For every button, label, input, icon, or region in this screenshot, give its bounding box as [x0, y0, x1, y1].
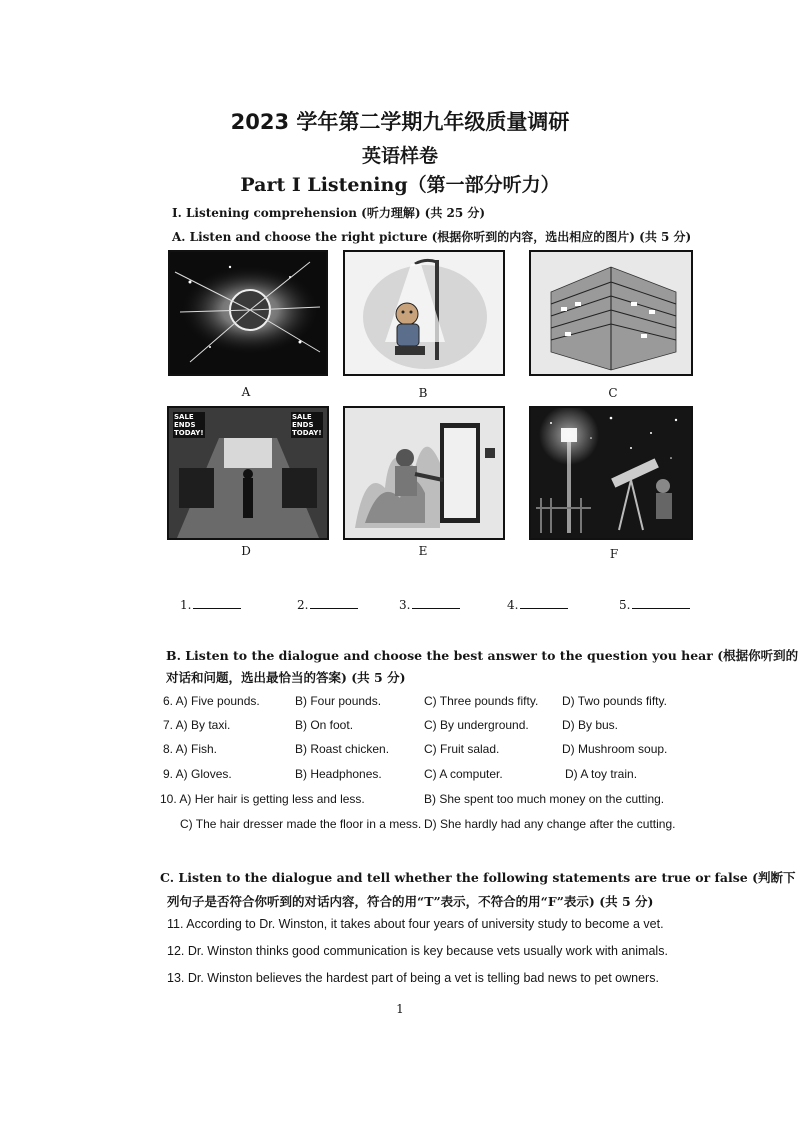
q9-option-a: 9. A) Gloves. [163, 767, 232, 781]
q10-option-c: C) The hair dresser made the floor in a mess. [180, 817, 422, 831]
picture-f-telescope [529, 406, 693, 540]
sale-sign-right: SALE ENDS TODAY! [292, 413, 322, 437]
statement-11: 11. According to Dr. Winston, it takes about four years of university study to become a vet. [167, 917, 664, 931]
q10-option-b: B) She spent too much money on the cutting. [424, 792, 665, 806]
page-number: 1 [396, 1002, 404, 1016]
q6-option-b: B) Four pounds. [295, 694, 382, 708]
q9-option-c: C) A computer. [424, 767, 503, 781]
statement-13: 13. Dr. Winston believes the hardest part of being a vet is telling bad news to pet owners. [167, 971, 659, 985]
q10-option-a: 10. A) Her hair is getting less and less. [160, 792, 365, 806]
q6-option-d: D) Two pounds fifty. [562, 694, 667, 708]
answer-blank-5[interactable]: 5. [619, 598, 690, 612]
section-b-heading-line2: 对话和问题，选出最恰当的答案) (共 5 分) [166, 670, 406, 685]
answer-blank-3[interactable]: 3. [399, 598, 460, 612]
exam-subtitle: 英语样卷 [361, 145, 438, 167]
answer-blank-1[interactable]: 1. [180, 598, 241, 612]
picture-c-label: C [608, 386, 618, 400]
section-c-heading-line1: C. Listen to the dialogue and tell whether the following statements are true or false (判断下 [160, 870, 796, 885]
picture-e-fire-door [343, 406, 505, 540]
q7-option-c: C) By underground. [424, 718, 529, 732]
q8-option-b: B) Roast chicken. [295, 742, 390, 756]
picture-c-building [529, 250, 693, 376]
section-b-heading-line1: B. Listen to the dialogue and choose the best answer to the question you hear (根据你听到的 [166, 648, 799, 663]
q7-option-a: 7. A) By taxi. [163, 718, 231, 732]
section-c-heading-line2: 列句子是否符合你听到的对话内容，符合的用“T”表示，不符合的用“F”表示) (共 5 分) [167, 894, 654, 909]
picture-b-label: B [418, 386, 428, 400]
q8-option-c: C) Fruit salad. [424, 742, 500, 756]
picture-a-meteor [168, 250, 328, 376]
picture-d-sale-store [167, 406, 329, 540]
picture-b-boy-lamp [343, 250, 505, 376]
q9-option-b: B) Headphones. [295, 767, 382, 781]
exam-title: 2023 学年第二学期九年级质量调研 [230, 110, 570, 134]
q8-option-d: D) Mushroom soup. [562, 742, 668, 756]
statement-12: 12. Dr. Winston thinks good communication is key because vets usually work with animals. [167, 944, 668, 958]
part-title: Part I Listening（第一部分听力） [240, 174, 560, 196]
q6-option-c: C) Three pounds fifty. [424, 694, 539, 708]
sale-sign-left: SALE ENDS TODAY! [174, 413, 204, 437]
q8-option-a: 8. A) Fish. [163, 742, 218, 756]
answer-blank-2[interactable]: 2. [297, 598, 358, 612]
picture-a-label: A [241, 385, 251, 399]
q7-option-b: B) On foot. [295, 718, 354, 732]
q6-option-a: 6. A) Five pounds. [163, 694, 260, 708]
q7-option-d: D) By bus. [562, 718, 619, 732]
picture-f-label: F [609, 547, 619, 561]
picture-d-label: D [241, 544, 251, 558]
answer-blank-4[interactable]: 4. [507, 598, 568, 612]
section-i-heading: I. Listening comprehension (听力理解) (共 25 分) [172, 206, 486, 220]
q10-option-d: D) She hardly had any change after the cutting. [424, 817, 676, 831]
section-a-heading: A. Listen and choose the right picture (根据你听到的内容，选出相应的图片) (共 5 分) [172, 230, 692, 244]
picture-e-label: E [418, 544, 428, 558]
q9-option-d: D) A toy train. [565, 767, 638, 781]
